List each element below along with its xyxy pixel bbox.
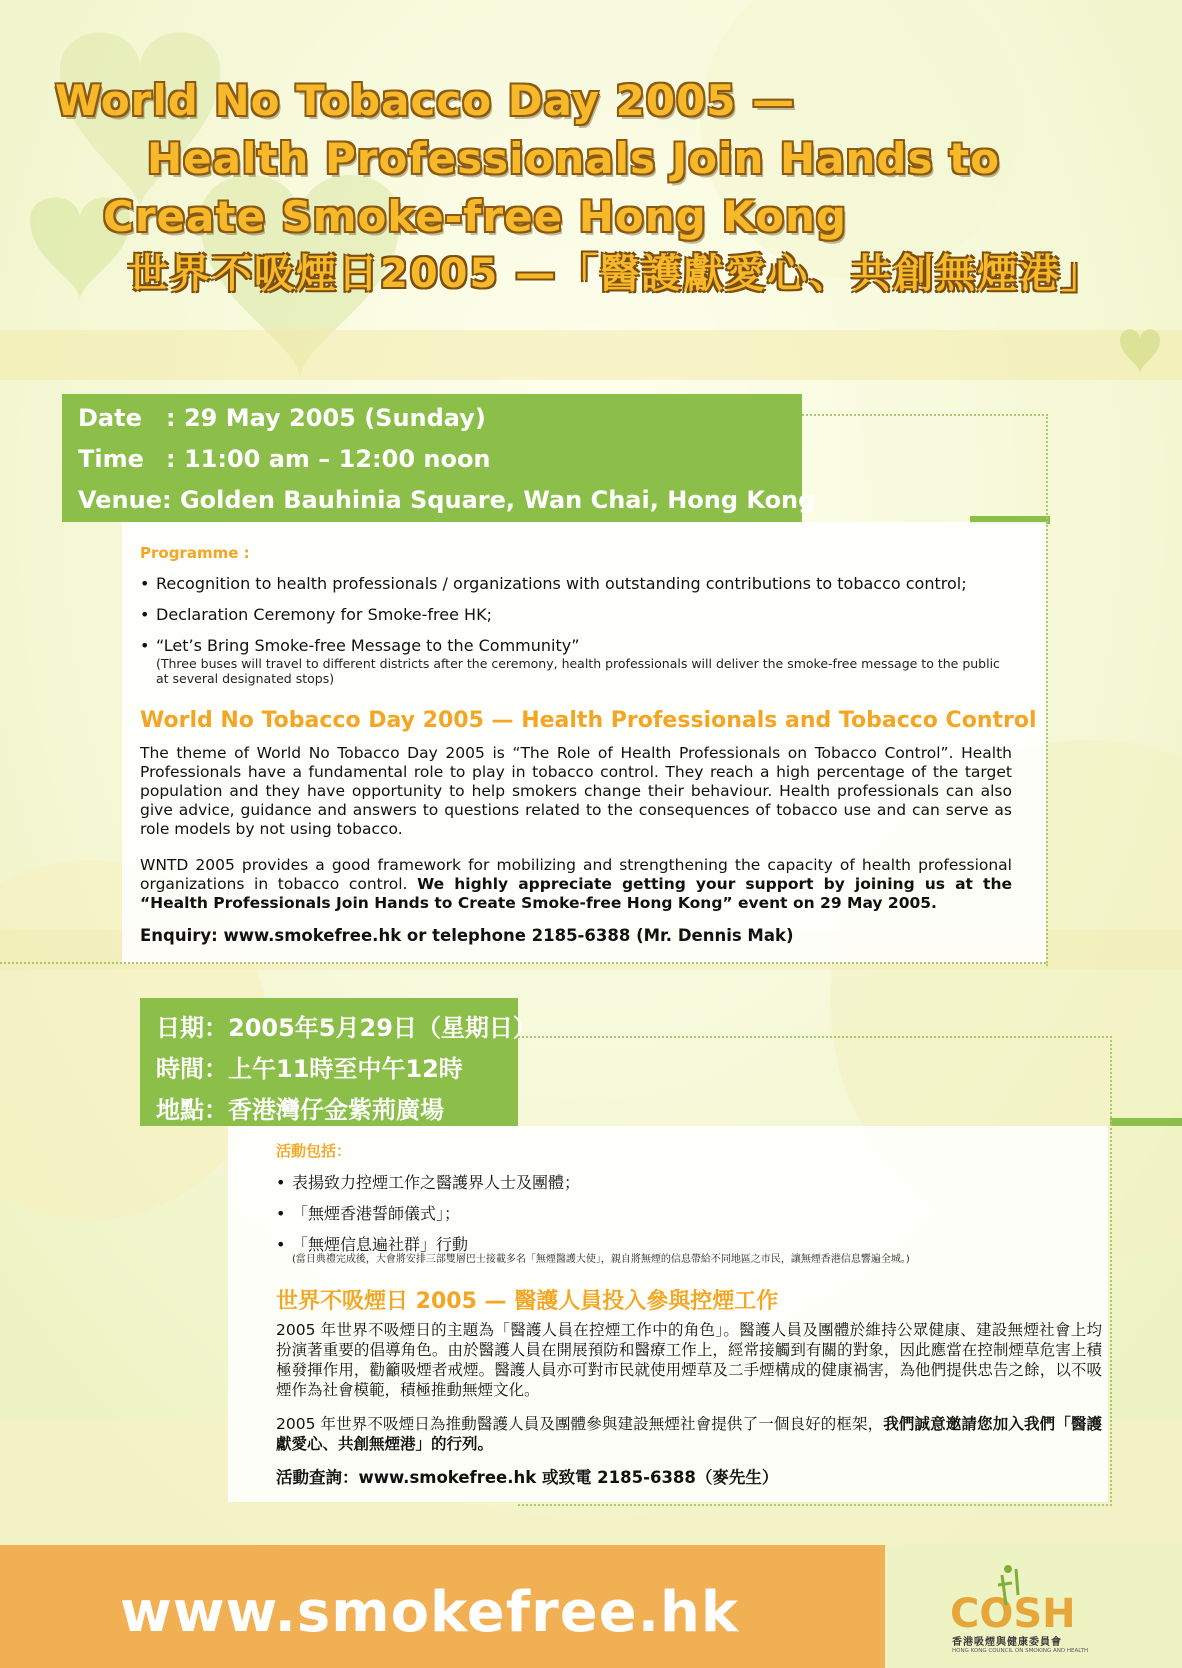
english-panel-border-bottom — [0, 962, 1046, 964]
title-line-2: Health Professionals Join Hands to — [147, 134, 1000, 183]
date-zh: 日期：2005年5月29日（星期日） — [156, 1014, 537, 1042]
title-line-1: World No Tobacco Day 2005 — — [55, 76, 796, 125]
programme-item: • Recognition to health professionals / organizations with outstanding contributions to tobacco control; — [140, 574, 967, 593]
programme-item-zh: • 「無煙信息遍社群」行動 — [276, 1235, 469, 1254]
event-details-chinese — [140, 998, 537, 1126]
venue-value: : Golden Bauhinia Square, Wan Chai, Hong Kong — [162, 486, 816, 514]
programme-item-zh: • 表揚致力控煙工作之醫護界人士及團體； — [276, 1173, 581, 1192]
date-row — [78, 404, 486, 432]
paragraph-theme-english: The theme of World No Tobacco Day 2005 is “The Role of Health Professionals on Tobacco Control”. Health Professionals have a fundamental role to play in tobacco control. They reach a high percentage of the target population and they have opportunity to help smokers change their behaviour. Health professionals can also give advice, guidance and answers to questions related to the consequences of tobacco use and can serve as role models by not using tobacco. — [140, 744, 1012, 838]
venue-zh: 地點：香港灣仔金紫荊廣場 — [156, 1096, 444, 1124]
paragraph-theme-chinese: 2005 年世界不吸煙日的主題為「醫護人員在控煙工作中的角色」。醫護人員及團體於維持公眾健康、建設無煙社會上均扮演著重要的倡導角色。由於醫護人員在開展預防和醫療工作上，經常接觸到有關的對象，因此應當在控制煙草危害上積極發揮作用，勸籲吸煙者戒煙。醫護人員亦可對市民就使用煙草及二手煙構成的健康禍害，為他們提供忠告之餘，以不吸煙作為社會模範，積極推動無煙文化。 — [276, 1321, 1102, 1399]
section-title-english: World No Tobacco Day 2005 — Health Professionals and Tobacco Control — [140, 708, 1037, 733]
organization-name-zh: 香港吸煙與健康委員會 — [952, 1637, 1062, 1648]
programme-item: • Declaration Ceremony for Smoke-free HK; — [140, 605, 492, 624]
section-title-chinese: 世界不吸煙日 2005 — 醫護人員投入參與控煙工作 — [276, 1289, 779, 1314]
enquiry-chinese: 活動查詢：www.smokefree.hk 或致電 2185-6388（麥先生） — [276, 1468, 779, 1487]
paragraph-framework-chinese: 2005 年世界不吸煙日為推動醫護人員及團體參與建設無煙社會提供了一個良好的框架，我們誠意邀請您加入我們「醫護獻愛心、共創無煙港」的行列。 — [276, 1415, 1102, 1453]
title-chinese: 世界不吸煙日2005 —「醫護獻愛心、共創無煙港」 — [128, 251, 1104, 297]
title-english — [55, 72, 1135, 246]
website-url[interactable]: www.smokefree.hk — [120, 1580, 740, 1645]
event-details-english — [62, 394, 816, 522]
cosh-logo-text: COSH — [950, 1591, 1076, 1637]
time-zh: 時間：上午11時至中午12時 — [156, 1055, 463, 1083]
venue-row — [78, 486, 815, 514]
time-label: Time — [78, 445, 144, 473]
programme-note: (Three buses will travel to different districts after the ceremony, health professionals will deliver the smoke-free message to the public at several designated stops) — [156, 656, 1000, 686]
paragraph-framework-english: WNTD 2005 provides a good framework for mobilizing and strengthening the capacity of health professional organizations in tobacco control. We highly appreciate getting your support by joining us at the “Health Professionals Join Hands to Create Smoke-free Hong Kong” event on 29 May 2005. — [140, 856, 1012, 912]
programme-note-zh: (當日典禮完成後，大會將安排三部雙層巴士接載多名「無煙醫護大使」，親自將無煙的信息帶給不同地區之市民，讓無煙香港信息響遍全城。) — [292, 1254, 910, 1265]
programme-label: Programme : — [140, 544, 250, 562]
venue-label: Venue — [78, 486, 162, 514]
date-label: Date — [78, 404, 142, 432]
organization-name-en: HONG KONG COUNCIL ON SMOKING AND HEALTH — [952, 1648, 1089, 1654]
time-value: : 11:00 am – 12:00 noon — [166, 445, 491, 473]
date-value: : 29 May 2005 (Sunday) — [166, 404, 486, 432]
programme-item: • “Let’s Bring Smoke-free Message to the Community” — [140, 636, 580, 655]
programme-label-zh: 活動包括： — [276, 1142, 352, 1160]
enquiry-english: Enquiry: www.smokefree.hk or telephone 2185-6388 (Mr. Dennis Mak) — [140, 926, 794, 945]
time-row — [78, 445, 491, 473]
title-line-3: Create Smoke-free Hong Kong — [103, 192, 847, 241]
programme-item-zh: • 「無煙香港誓師儀式」； — [276, 1204, 461, 1223]
